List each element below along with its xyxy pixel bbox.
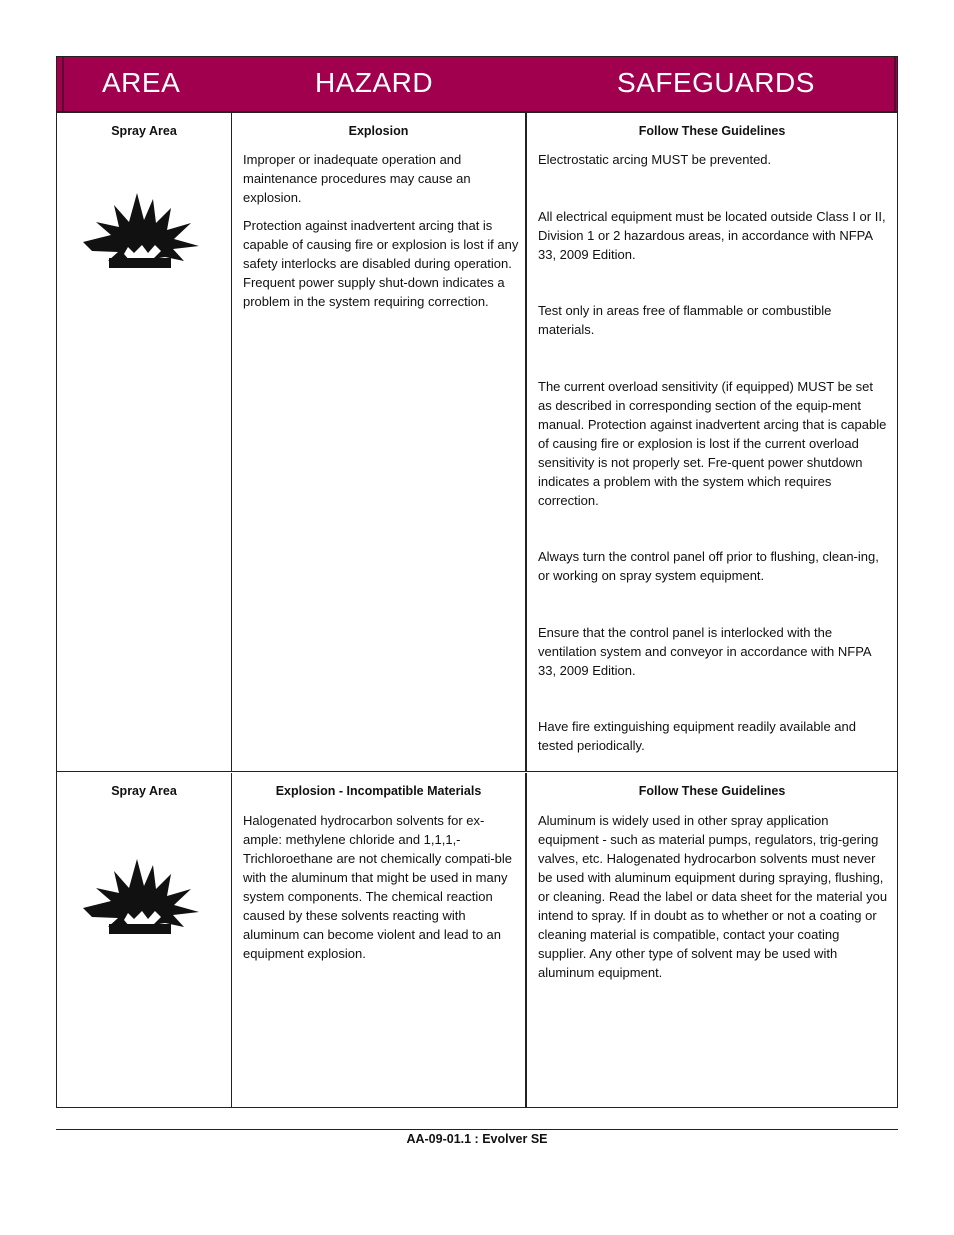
safeguard-paragraph: All electrical equipment must be located outside Class I or II, Division 1 or 2 hazardous areas, in accordance with NFPA 33, 2009 Edition. <box>538 209 886 262</box>
safeguard-paragraph: Ensure that the control panel is interlocked with the ventilation system and conveyor in accordance with NFPA 33, 2009 Edition. <box>538 625 871 678</box>
document-footer: AA-09-01.1 : Evolver SE <box>406 1132 548 1146</box>
area-cell <box>57 773 232 1108</box>
table-header <box>57 57 897 113</box>
area-label: Spray Area <box>111 784 177 798</box>
hazard-description <box>243 150 519 311</box>
hazard-table <box>56 56 898 1108</box>
header-area: AREA <box>102 67 181 98</box>
hazard-title: Explosion <box>348 124 409 138</box>
explosion-icon <box>81 191 203 281</box>
safeguard-paragraph: Always turn the control panel off prior to flushing, clean-ing, or working on spray system equipment. <box>538 549 879 583</box>
area-cell <box>57 113 232 771</box>
safeguard-paragraph: Aluminum is widely used in other spray application equipment - such as material pumps, regulators, trig-gering valves, etc. Halogenated hydrocarbon solvents must never be used with aluminum equipment during spraying, flushing, or cleaning. Read the label or data sheet for the material you intend to spray. If in doubt as to whether or not a coating or cleaning material is compatible, contact your coating supplier. Any other type of solvent may be used with aluminum equipment. <box>538 813 888 980</box>
hazard-paragraph: Halogenated hydrocarbon solvents for ex-ample: methylene chloride and 1,1,1,-Trichloroethane are not chemically compati-ble with the aluminum that might be used in many system components. The chemical reaction caused by these solvents reacting with aluminum can become violent and lead to an equipment explosion. <box>243 813 513 961</box>
safeguards-cell <box>527 113 897 771</box>
hazard-title: Explosion - Incompatible Materials <box>275 784 482 798</box>
area-label: Spray Area <box>111 124 177 138</box>
footer-divider <box>56 1129 898 1130</box>
header-hazard: HAZARD <box>315 67 434 98</box>
hazard-paragraph: Improper or inadequate operation and maintenance procedures may cause an explosion. <box>243 152 471 205</box>
safeguards-title: Follow These Guidelines <box>638 784 786 798</box>
safeguards-title: Follow These Guidelines <box>638 124 786 138</box>
header-safeguards: SAFEGUARDS <box>617 67 815 98</box>
safeguards-cell <box>527 773 897 1108</box>
safeguard-paragraph: The current overload sensitivity (if equipped) MUST be set as described in corresponding section of the equip-ment manual. Protection against inadvertent arcing that is capable of causing fire or explosion is lost if the current overload sensitivity is not properly set. Fre-quent power shutdown indicates a problem with the system which requires correction. <box>538 379 887 508</box>
safeguard-paragraph: Electrostatic arcing MUST be prevented. <box>538 152 772 167</box>
explosion-icon <box>81 857 203 947</box>
hazard-cell <box>232 773 527 1108</box>
hazard-cell <box>232 113 527 771</box>
safeguard-paragraph: Test only in areas free of flammable or combustible materials. <box>538 303 832 337</box>
safeguard-paragraph: Have fire extinguishing equipment readily available and tested periodically. <box>538 719 856 753</box>
table-row <box>57 113 897 772</box>
table-row <box>57 773 897 1108</box>
hazard-paragraph: Protection against inadvertent arcing that is capable of causing fire or explosion is lost if any safety interlocks are disabled during operation. Frequent power supply shut-down indicates a problem in the system requiring correction. <box>243 218 519 309</box>
hazard-description <box>243 811 519 963</box>
